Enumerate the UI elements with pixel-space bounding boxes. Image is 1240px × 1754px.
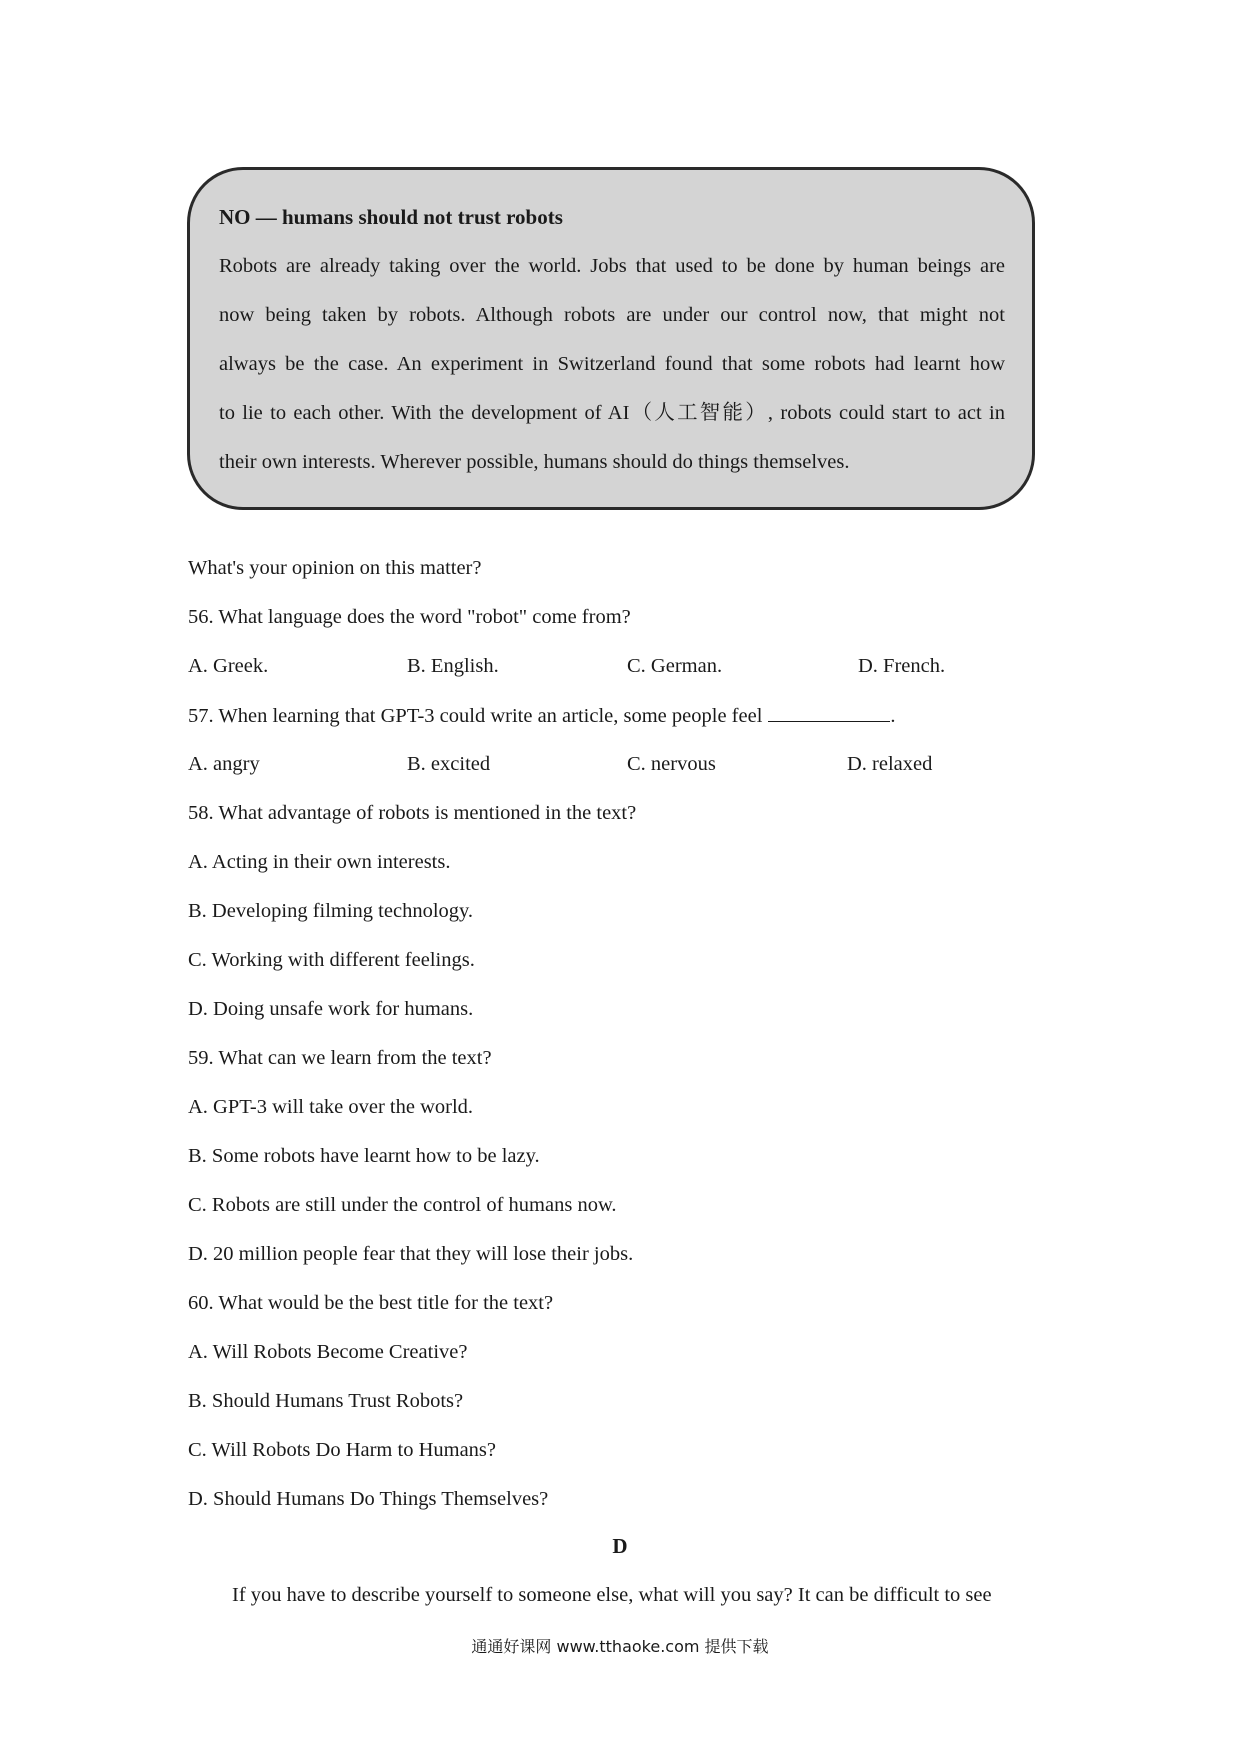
- question-60-option-b: B. Should Humans Trust Robots?: [188, 1390, 464, 1412]
- question-56-option-a: A. Greek.: [188, 655, 269, 677]
- question-57-option-a: A. angry: [188, 753, 260, 775]
- question-56-stem: 56. What language does the word "robot" come from?: [188, 606, 631, 628]
- question-58-stem: 58. What advantage of robots is mentioned in the text?: [188, 802, 637, 824]
- box-text-line: now being taken by robots. Although robots are under our control now, that might not: [219, 304, 1005, 326]
- question-60-stem: 60. What would be the best title for the text?: [188, 1292, 554, 1314]
- box-text-line: to lie to each other. With the development of AI（人工智能）, robots could start to act in: [219, 402, 1005, 424]
- question-57-stem: 57. When learning that GPT-3 could write an article, some people feel: [188, 705, 763, 727]
- question-59-option-d: D. 20 million people fear that they will lose their jobs.: [188, 1243, 634, 1265]
- box-text-line: their own interests. Wherever possible, humans should do things themselves.: [219, 451, 850, 473]
- question-57-option-d: D. relaxed: [847, 753, 933, 775]
- question-60-option-c: C. Will Robots Do Harm to Humans?: [188, 1439, 496, 1461]
- question-59-option-b: B. Some robots have learnt how to be lazy.: [188, 1145, 540, 1167]
- box-title: NO — humans should not trust robots: [219, 205, 563, 229]
- question-59-option-a: A. GPT-3 will take over the world.: [188, 1096, 474, 1118]
- question-59-stem: 59. What can we learn from the text?: [188, 1047, 492, 1069]
- question-57-option-b: B. excited: [407, 753, 491, 775]
- opinion-prompt: What's your opinion on this matter?: [188, 557, 482, 579]
- page-footer: 通通好课网 www.tthaoke.com 提供下载: [471, 1637, 769, 1656]
- question-58-option-d: D. Doing unsafe work for humans.: [188, 998, 474, 1020]
- question-58-option-a: A. Acting in their own interests.: [188, 851, 451, 873]
- question-60-option-d: D. Should Humans Do Things Themselves?: [188, 1488, 549, 1510]
- question-56-option-c: C. German.: [627, 655, 723, 677]
- section-heading: D: [612, 1534, 628, 1558]
- question-58-option-b: B. Developing filming technology.: [188, 900, 474, 922]
- section-paragraph: If you have to describe yourself to someone else, what will you say? It can be difficult to see: [232, 1584, 992, 1606]
- question-57-stem-line: [188, 701, 896, 730]
- answer-blank: [768, 701, 890, 722]
- box-text-line: always be the case. An experiment in Switzerland found that some robots had learnt how: [219, 353, 1005, 375]
- question-57-option-c: C. nervous: [627, 753, 716, 775]
- box-text-line: Robots are already taking over the world. Jobs that used to be done by human beings are: [219, 255, 1005, 277]
- question-58-option-c: C. Working with different feelings.: [188, 949, 475, 971]
- question-60-option-a: A. Will Robots Become Creative?: [188, 1341, 468, 1363]
- question-56-option-d: D. French.: [858, 655, 946, 677]
- question-57-stem-end: .: [890, 705, 896, 727]
- question-56-option-b: B. English.: [407, 655, 499, 677]
- question-59-option-c: C. Robots are still under the control of humans now.: [188, 1194, 617, 1216]
